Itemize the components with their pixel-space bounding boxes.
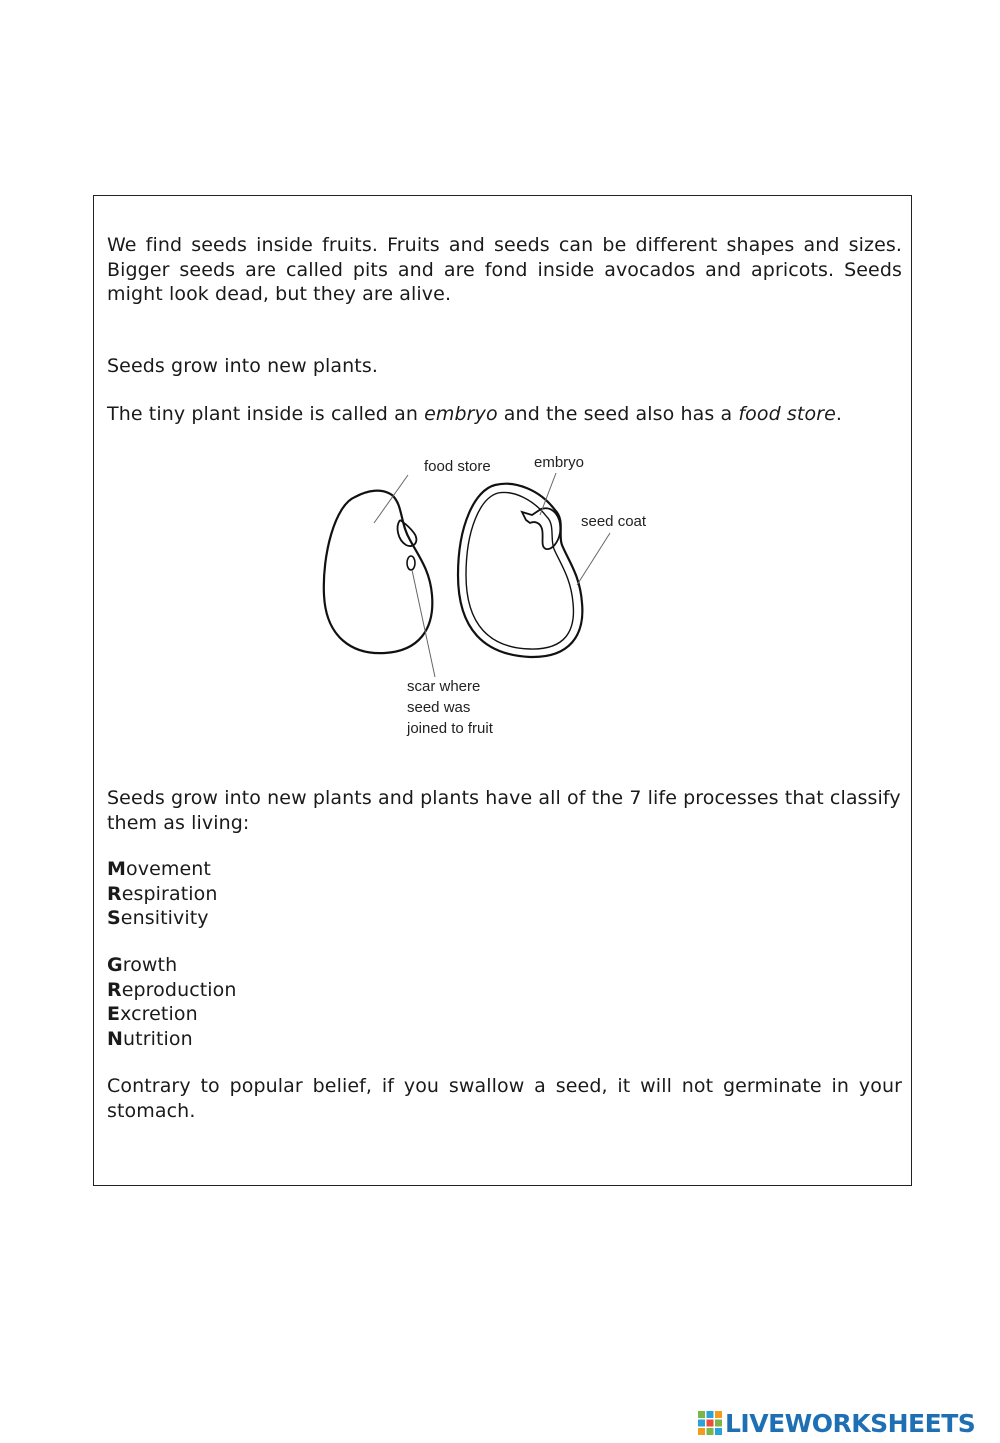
label-seed-coat: seed coat — [581, 513, 647, 530]
embryo-sentence-end: . — [835, 403, 843, 425]
embryo-sentence-part1: The tiny plant inside is called an — [107, 403, 425, 425]
process-item: Excretion — [107, 1003, 198, 1025]
process-item: Reproduction — [107, 978, 237, 1001]
liveworksheets-logo-text: LIVEWORKSHEETS — [725, 1408, 976, 1438]
label-scar-line3: joined to fruit — [407, 720, 493, 737]
label-food-store: food store — [424, 458, 491, 475]
seed-scar — [407, 556, 415, 570]
food-store-term: food store — [738, 403, 836, 425]
label-embryo: embryo — [534, 454, 585, 471]
process-item: Nutrition — [107, 1027, 193, 1050]
food-store-leader — [374, 475, 408, 523]
label-scar-line1: scar where — [407, 678, 481, 695]
embryo-sentence — [107, 402, 902, 427]
process-item: Respiration — [107, 882, 218, 905]
liveworksheets-logo — [697, 1408, 997, 1438]
life-processes-intro: Seeds grow into new plants and plants have all of the 7 life processes that classify them as living: — [107, 787, 901, 834]
embryo-sentence-part2: and the seed also has a — [497, 403, 739, 425]
seeds-grow-sentence: Seeds grow into new plants. — [107, 355, 378, 377]
seed-diagram — [300, 445, 700, 750]
process-item: Movement — [107, 858, 211, 880]
process-item: Growth — [107, 954, 178, 976]
life-processes-list-2 — [107, 953, 902, 1051]
embryo-term: embryo — [424, 403, 498, 425]
seed-outer-outline — [324, 491, 433, 654]
embryo-shape — [522, 508, 560, 549]
closing-paragraph: Contrary to popular belief, if you swallow a seed, it will not germinate in your stomach. — [107, 1075, 902, 1122]
label-scar-line2: seed was — [407, 699, 471, 716]
liveworksheets-logo-icon — [697, 1410, 723, 1436]
seed-coat-leader — [577, 533, 610, 585]
intro-paragraph: We find seeds inside fruits. Fruits and seeds can be different shapes and sizes. Bigger seeds are called pits and are fond inside avocados and apricots. Seeds might look dead, but they are alive. — [107, 234, 902, 305]
process-item: Sensitivity — [107, 907, 209, 929]
life-processes-list-1 — [107, 857, 902, 931]
